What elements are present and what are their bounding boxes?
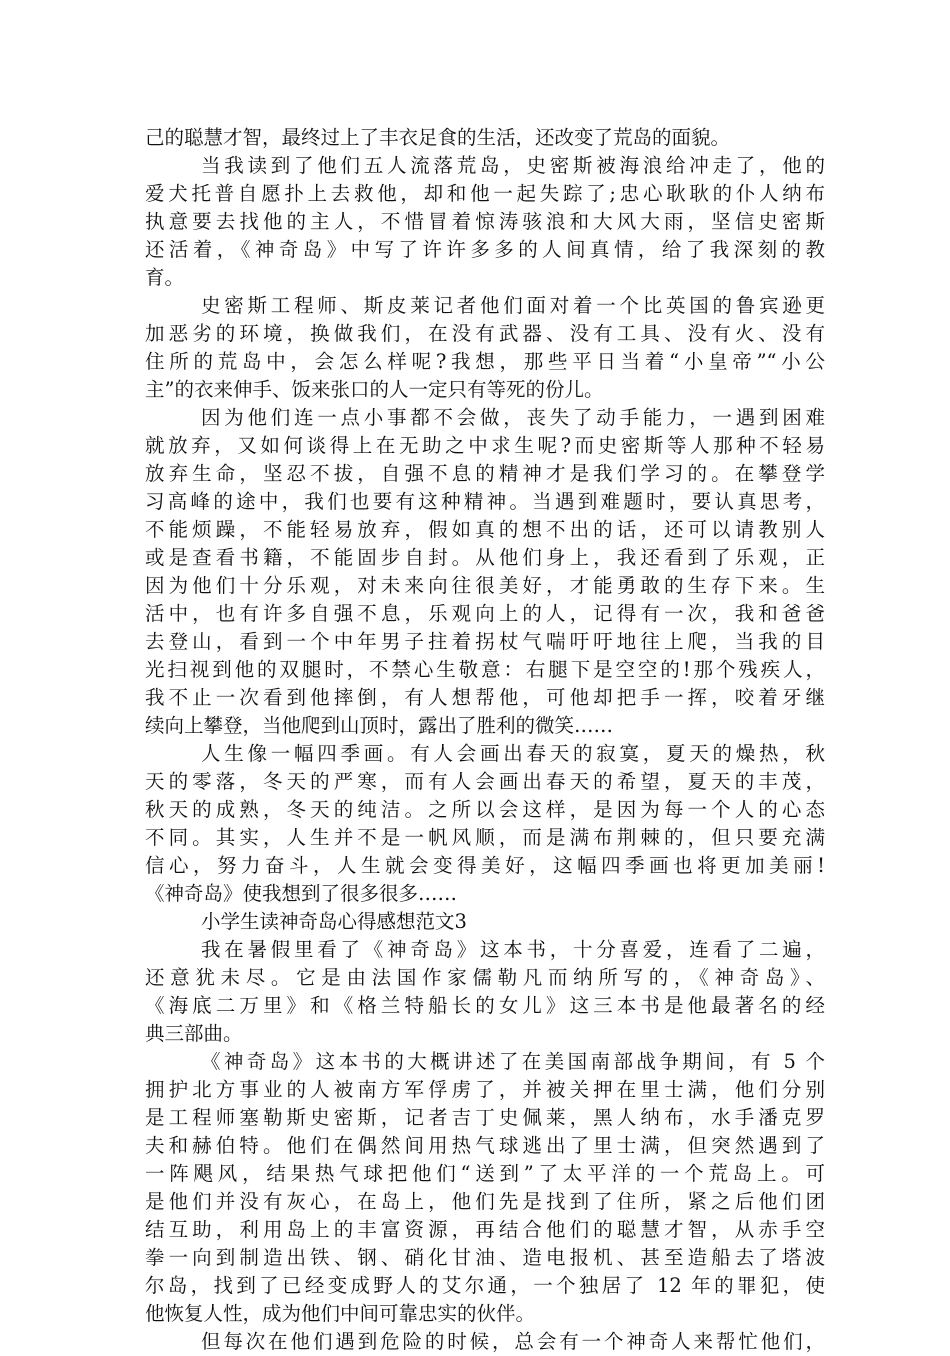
text-line: 拥护北方事业的人被南方军俘虏了，并被关押在里士满，他们分别 <box>145 1078 825 1101</box>
text-line: 秋天的成熟，冬天的纯洁。之所以会这样，是因为每一个人的心态 <box>145 798 825 821</box>
text-line: 他恢复人性，成为他们中间可靠忠实的伙伴。 <box>145 1302 536 1325</box>
text-line: 《神奇岛》这本书的大概讲述了在美国南部战争期间，有 5 个 <box>201 1050 825 1073</box>
text-line: 一阵飓风，结果热气球把他们“送到”了太平洋的一个荒岛上。可 <box>145 1162 825 1185</box>
text-line: 就放弃，又如何谈得上在无助之中求生呢?而史密斯等人那种不轻易 <box>145 434 825 457</box>
text-line: 还意犹未尽。它是由法国作家儒勒凡而纳所写的，《神奇岛》、 <box>145 966 825 989</box>
text-line: 是他们并没有灰心，在岛上，他们先是找到了住所，紧之后他们团 <box>145 1190 825 1213</box>
text-line: 放弃生命，坚忍不拔，自强不息的精神才是我们学习的。在攀登学 <box>145 462 825 485</box>
text-line: 但每次在他们遇到危险的时候，总会有一个神奇人来帮忙他们， <box>201 1330 825 1353</box>
text-line: 育。 <box>145 266 185 289</box>
text-line: 天的零落，冬天的严寒，而有人会画出春天的希望，夏天的丰茂， <box>145 770 825 793</box>
text-line: 习高峰的途中，我们也要有这种精神。当遇到难题时，要认真思考， <box>145 490 825 513</box>
text-line: 住所的荒岛中，会怎么样呢?我想，那些平日当着“小皇帝”“小公 <box>145 350 825 373</box>
text-line: 典三部曲。 <box>145 1022 243 1045</box>
text-line: 《海底二万里》和《格兰特船长的女儿》这三本书是他最著名的经 <box>145 994 825 1017</box>
text-line: 我在暑假里看了《神奇岛》这本书，十分喜爱，连看了二遍， <box>201 938 825 961</box>
text-line: 因为他们连一点小事都不会做，丧失了动手能力，一遇到困难 <box>201 406 825 429</box>
text-line: 结互助，利用岛上的丰富资源，再结合他们的聪慧才智，从赤手空 <box>145 1218 825 1241</box>
text-line: 因为他们十分乐观，对未来向往很美好，才能勇敢的生存下来。生 <box>145 574 825 597</box>
text-line: 或是查看书籍，不能固步自封。从他们身上，我还看到了乐观，正 <box>145 546 825 569</box>
text-line: 加恶劣的环境，换做我们，在没有武器、没有工具、没有火、没有 <box>145 322 825 345</box>
text-line: 主”的衣来伸手、饭来张口的人一定只有等死的份儿。 <box>145 378 604 401</box>
text-line: 活中，也有许多自强不息，乐观向上的人，记得有一次，我和爸爸 <box>145 602 825 625</box>
text-line: 光扫视到他的双腿时，不禁心生敬意：右腿下是空空的!那个残疾人， <box>145 658 825 681</box>
text-line: 执意要去找他的主人，不惜冒着惊涛骇浪和大风大雨，坚信史密斯 <box>145 210 825 233</box>
text-line: 己的聪慧才智，最终过上了丰衣足食的生活，还改变了荒岛的面貌。 <box>145 126 731 149</box>
text-line: 还活着，《神奇岛》中写了许许多多的人间真情，给了我深刻的教 <box>145 238 825 261</box>
document-page <box>145 124 825 1356</box>
section-heading: 小学生读神奇岛心得感想范文3 <box>201 910 467 933</box>
text-line: 当我读到了他们五人流落荒岛，史密斯被海浪给冲走了，他的 <box>201 154 825 177</box>
text-line: 我不止一次看到他摔倒，有人想帮他，可他却把手一挥，咬着牙继 <box>145 686 825 709</box>
text-line: 尔岛，找到了已经变成野人的艾尔通，一个独居了 12 年的罪犯，使 <box>145 1274 825 1297</box>
text-line: 拳一向到制造出铁、钢、硝化甘油、造电报机、甚至造船去了塔波 <box>145 1246 825 1269</box>
text-line: 夫和赫伯特。他们在偶然间用热气球逃出了里士满，但突然遇到了 <box>145 1134 825 1157</box>
text-line: 信心，努力奋斗，人生就会变得美好，这幅四季画也将更加美丽! <box>145 854 825 877</box>
text-line: 不能烦躁，不能轻易放弃，假如真的想不出的话，还可以请教别人 <box>145 518 825 541</box>
text-line: 去登山，看到一个中年男子拄着拐杖气喘吁吁地往上爬，当我的目 <box>145 630 825 653</box>
text-line: 人生像一幅四季画。有人会画出春天的寂寞，夏天的燥热，秋 <box>201 742 825 765</box>
text-line: 史密斯工程师、斯皮莱记者他们面对着一个比英国的鲁宾逊更 <box>201 294 825 317</box>
text-line: 是工程师塞勒斯史密斯，记者吉丁史佩莱，黑人纳布，水手潘克罗 <box>145 1106 825 1129</box>
text-line: 《神奇岛》使我想到了很多很多…… <box>145 882 458 905</box>
text-line: 不同。其实，人生并不是一帆风顺，而是满布荆棘的，但只要充满 <box>145 826 825 849</box>
text-line: 续向上攀登，当他爬到山顶时，露出了胜利的微笑…… <box>145 714 614 737</box>
text-line: 爱犬托普自愿扑上去救他，却和他一起失踪了;忠心耿耿的仆人纳布 <box>145 182 825 205</box>
